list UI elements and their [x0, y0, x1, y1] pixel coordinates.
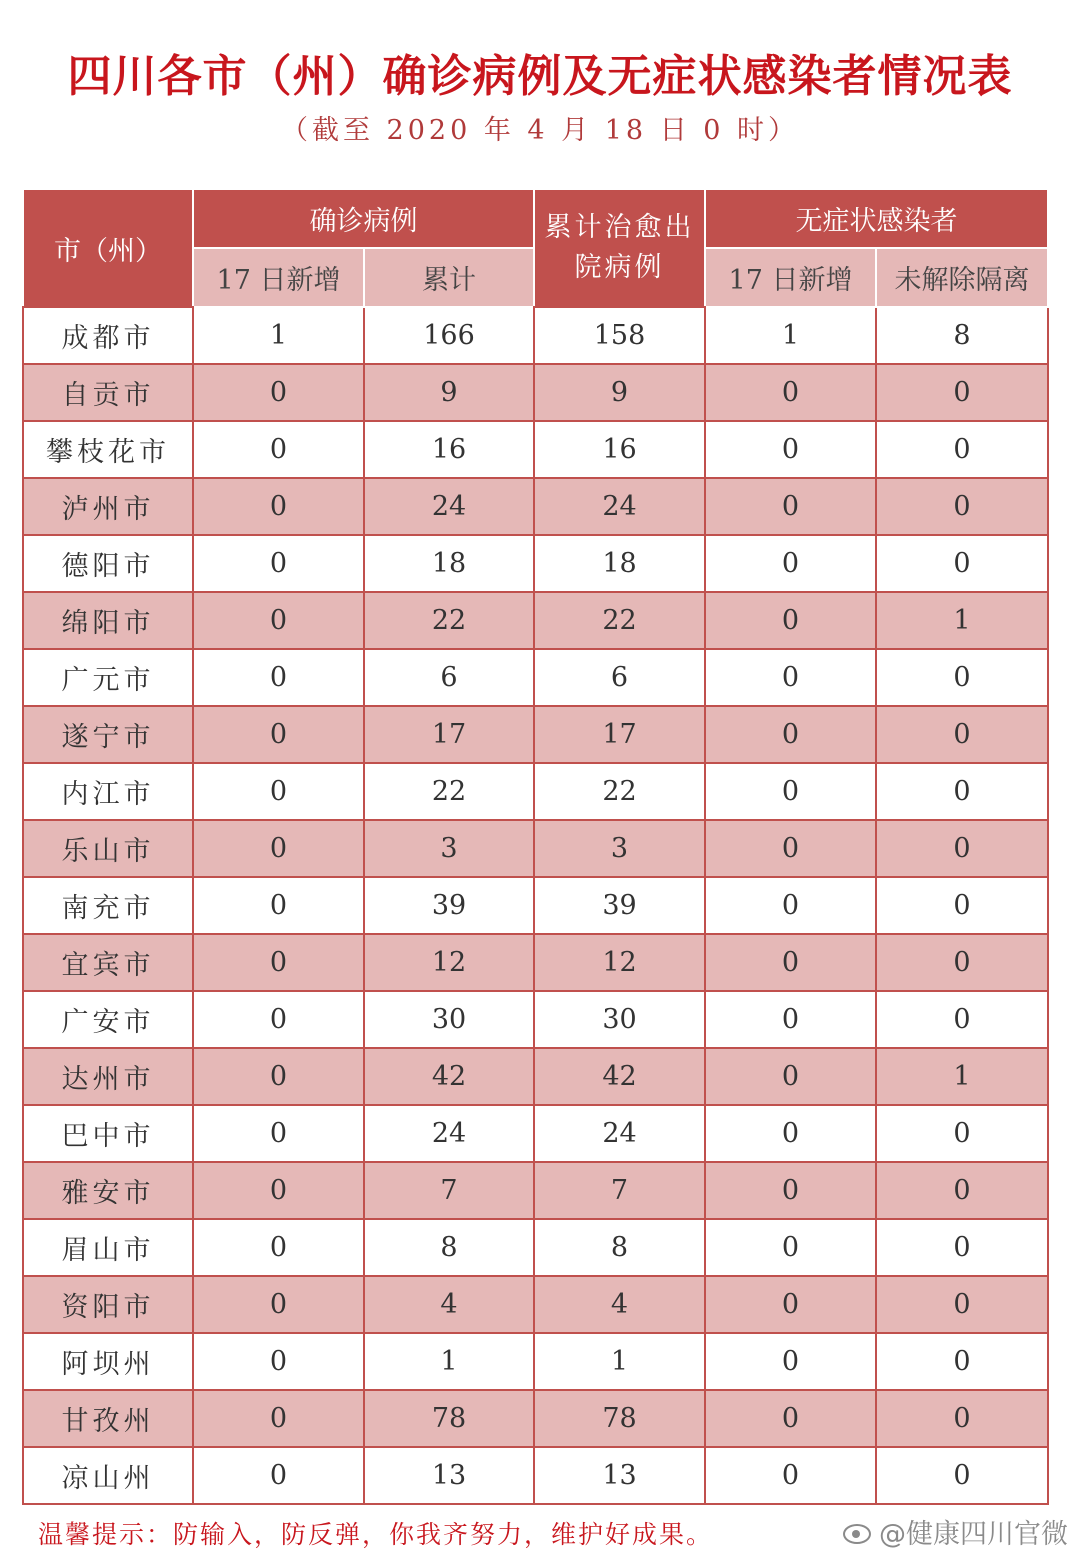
cell-asym-isolated: 0 [876, 421, 1048, 478]
header-cured [534, 189, 705, 307]
header-confirmed-total: 累计 [364, 248, 534, 307]
cell-confirmed-total: 3 [364, 820, 534, 877]
cell-confirmed-new: 0 [193, 706, 364, 763]
cell-asym-isolated: 8 [876, 307, 1048, 364]
cell-confirmed-new: 0 [193, 763, 364, 820]
cell-city: 眉山市 [23, 1219, 193, 1276]
cell-asym-isolated: 0 [876, 1447, 1048, 1504]
cell-confirmed-total: 6 [364, 649, 534, 706]
cell-city: 阿坝州 [23, 1333, 193, 1390]
cell-city: 内江市 [23, 763, 193, 820]
cell-confirmed-new: 0 [193, 364, 364, 421]
cell-city: 达州市 [23, 1048, 193, 1105]
stats-table [22, 188, 1049, 1505]
cell-asym-isolated: 0 [876, 1276, 1048, 1333]
cell-city: 成都市 [23, 307, 193, 364]
cell-asym-isolated: 0 [876, 1390, 1048, 1447]
cell-cured: 30 [534, 991, 705, 1048]
cell-city: 巴中市 [23, 1105, 193, 1162]
cell-city: 遂宁市 [23, 706, 193, 763]
cell-cured: 22 [534, 592, 705, 649]
cell-city: 资阳市 [23, 1276, 193, 1333]
watermark [841, 1512, 1068, 1551]
cell-asym-new: 0 [705, 706, 876, 763]
cell-confirmed-new: 0 [193, 478, 364, 535]
stats-table-container [22, 188, 1047, 1505]
cell-asym-isolated: 1 [876, 1048, 1048, 1105]
cell-asym-isolated: 0 [876, 934, 1048, 991]
cell-asym-isolated: 0 [876, 1219, 1048, 1276]
cell-asym-isolated: 0 [876, 991, 1048, 1048]
cell-confirmed-new: 0 [193, 649, 364, 706]
cell-city: 广安市 [23, 991, 193, 1048]
header-confirmed-new: 17 日新增 [193, 248, 364, 307]
cell-asym-isolated: 0 [876, 649, 1048, 706]
cell-confirmed-new: 0 [193, 877, 364, 934]
cell-confirmed-total: 78 [364, 1390, 534, 1447]
table-row [23, 307, 1048, 364]
cell-confirmed-total: 7 [364, 1162, 534, 1219]
cell-cured: 22 [534, 763, 705, 820]
cell-asym-new: 0 [705, 1447, 876, 1504]
cell-asym-new: 0 [705, 1162, 876, 1219]
cell-confirmed-total: 1 [364, 1333, 534, 1390]
cell-cured: 16 [534, 421, 705, 478]
cell-confirmed-total: 9 [364, 364, 534, 421]
cell-asym-isolated: 0 [876, 1105, 1048, 1162]
header-cured-label: 累计治愈出院病例 [544, 212, 695, 283]
cell-cured: 158 [534, 307, 705, 364]
page-title: 四川各市（州）确诊病例及无症状感染者情况表 [67, 51, 1013, 102]
cell-confirmed-new: 1 [193, 307, 364, 364]
page-subtitle: （截至 2020 年 4 月 18 日 0 时） [280, 115, 800, 146]
cell-asym-new: 0 [705, 991, 876, 1048]
cell-cured: 7 [534, 1162, 705, 1219]
cell-asym-isolated: 0 [876, 535, 1048, 592]
cell-cured: 9 [534, 364, 705, 421]
table-row [23, 1162, 1048, 1219]
cell-city: 甘孜州 [23, 1390, 193, 1447]
table-row [23, 991, 1048, 1048]
cell-confirmed-total: 166 [364, 307, 534, 364]
header-asym-group: 无症状感染者 [705, 189, 1048, 248]
cell-asym-new: 0 [705, 649, 876, 706]
cell-confirmed-total: 17 [364, 706, 534, 763]
cell-confirmed-new: 0 [193, 1447, 364, 1504]
cell-cured: 78 [534, 1390, 705, 1447]
header-asym-new: 17 日新增 [705, 248, 876, 307]
cell-asym-new: 0 [705, 1390, 876, 1447]
cell-cured: 42 [534, 1048, 705, 1105]
cell-asym-new: 0 [705, 364, 876, 421]
cell-asym-new: 0 [705, 421, 876, 478]
cell-asym-isolated: 0 [876, 820, 1048, 877]
cell-asym-new: 0 [705, 1276, 876, 1333]
cell-asym-new: 0 [705, 592, 876, 649]
cell-confirmed-new: 0 [193, 1162, 364, 1219]
cell-confirmed-total: 12 [364, 934, 534, 991]
cell-city: 德阳市 [23, 535, 193, 592]
table-row [23, 877, 1048, 934]
table-row [23, 1276, 1048, 1333]
cell-cured: 6 [534, 649, 705, 706]
cell-confirmed-total: 22 [364, 592, 534, 649]
table-row [23, 364, 1048, 421]
cell-city: 绵阳市 [23, 592, 193, 649]
cell-cured: 3 [534, 820, 705, 877]
cell-asym-new: 0 [705, 1105, 876, 1162]
cell-cured: 1 [534, 1333, 705, 1390]
cell-cured: 24 [534, 1105, 705, 1162]
cell-confirmed-total: 13 [364, 1447, 534, 1504]
table-row [23, 763, 1048, 820]
table-row [23, 1219, 1048, 1276]
cell-asym-new: 1 [705, 307, 876, 364]
cell-confirmed-new: 0 [193, 1105, 364, 1162]
cell-confirmed-new: 0 [193, 1333, 364, 1390]
cell-confirmed-total: 30 [364, 991, 534, 1048]
cell-cured: 17 [534, 706, 705, 763]
table-row [23, 820, 1048, 877]
cell-city: 雅安市 [23, 1162, 193, 1219]
table-row [23, 649, 1048, 706]
cell-confirmed-new: 0 [193, 592, 364, 649]
header-city: 市（州） [23, 189, 193, 307]
cell-city: 凉山州 [23, 1447, 193, 1504]
header-confirmed-group: 确诊病例 [193, 189, 534, 248]
cell-confirmed-new: 0 [193, 535, 364, 592]
table-row [23, 1048, 1048, 1105]
cell-confirmed-new: 0 [193, 1390, 364, 1447]
cell-confirmed-total: 18 [364, 535, 534, 592]
cell-asym-new: 0 [705, 877, 876, 934]
cell-confirmed-total: 39 [364, 877, 534, 934]
table-body [23, 307, 1048, 1504]
table-row [23, 1390, 1048, 1447]
cell-confirmed-new: 0 [193, 934, 364, 991]
cell-asym-isolated: 1 [876, 592, 1048, 649]
table-row [23, 1105, 1048, 1162]
table-row [23, 1447, 1048, 1504]
table-row [23, 706, 1048, 763]
cell-asym-new: 0 [705, 820, 876, 877]
cell-asym-new: 0 [705, 763, 876, 820]
cell-asym-isolated: 0 [876, 478, 1048, 535]
cell-asym-new: 0 [705, 1048, 876, 1105]
cell-asym-isolated: 0 [876, 763, 1048, 820]
cell-asym-isolated: 0 [876, 1162, 1048, 1219]
cell-confirmed-new: 0 [193, 1048, 364, 1105]
cell-confirmed-new: 0 [193, 820, 364, 877]
cell-cured: 18 [534, 535, 705, 592]
cell-cured: 39 [534, 877, 705, 934]
cell-cured: 8 [534, 1219, 705, 1276]
cell-cured: 12 [534, 934, 705, 991]
table-row [23, 934, 1048, 991]
table-row [23, 592, 1048, 649]
cell-city: 宜宾市 [23, 934, 193, 991]
cell-confirmed-new: 0 [193, 421, 364, 478]
cell-confirmed-new: 0 [193, 1276, 364, 1333]
cell-confirmed-total: 22 [364, 763, 534, 820]
table-row [23, 421, 1048, 478]
cell-asym-isolated: 0 [876, 364, 1048, 421]
cell-confirmed-new: 0 [193, 1219, 364, 1276]
cell-city: 广元市 [23, 649, 193, 706]
cell-asym-isolated: 0 [876, 706, 1048, 763]
cell-asym-new: 0 [705, 1333, 876, 1390]
cell-asym-new: 0 [705, 478, 876, 535]
cell-asym-isolated: 0 [876, 1333, 1048, 1390]
cell-asym-isolated: 0 [876, 877, 1048, 934]
cell-city: 乐山市 [23, 820, 193, 877]
table-row [23, 535, 1048, 592]
cell-cured: 4 [534, 1276, 705, 1333]
watermark-text: @健康四川官微 [879, 1519, 1068, 1550]
footer-tip: 温馨提示：防输入，防反弹，你我齐努力，维护好成果。 [38, 1520, 714, 1549]
cell-confirmed-total: 16 [364, 421, 534, 478]
weibo-icon [841, 1518, 875, 1546]
cell-asym-new: 0 [705, 934, 876, 991]
cell-city: 攀枝花市 [23, 421, 193, 478]
cell-city: 南充市 [23, 877, 193, 934]
table-row [23, 478, 1048, 535]
cell-cured: 13 [534, 1447, 705, 1504]
table-row [23, 1333, 1048, 1390]
cell-confirmed-total: 24 [364, 1105, 534, 1162]
cell-confirmed-total: 42 [364, 1048, 534, 1105]
cell-city: 泸州市 [23, 478, 193, 535]
cell-city: 自贡市 [23, 364, 193, 421]
cell-confirmed-total: 8 [364, 1219, 534, 1276]
cell-confirmed-total: 4 [364, 1276, 534, 1333]
cell-confirmed-new: 0 [193, 991, 364, 1048]
cell-asym-new: 0 [705, 535, 876, 592]
header-asym-isolated: 未解除隔离 [876, 248, 1048, 307]
cell-cured: 24 [534, 478, 705, 535]
cell-confirmed-total: 24 [364, 478, 534, 535]
cell-asym-new: 0 [705, 1219, 876, 1276]
table-header [23, 189, 1048, 307]
